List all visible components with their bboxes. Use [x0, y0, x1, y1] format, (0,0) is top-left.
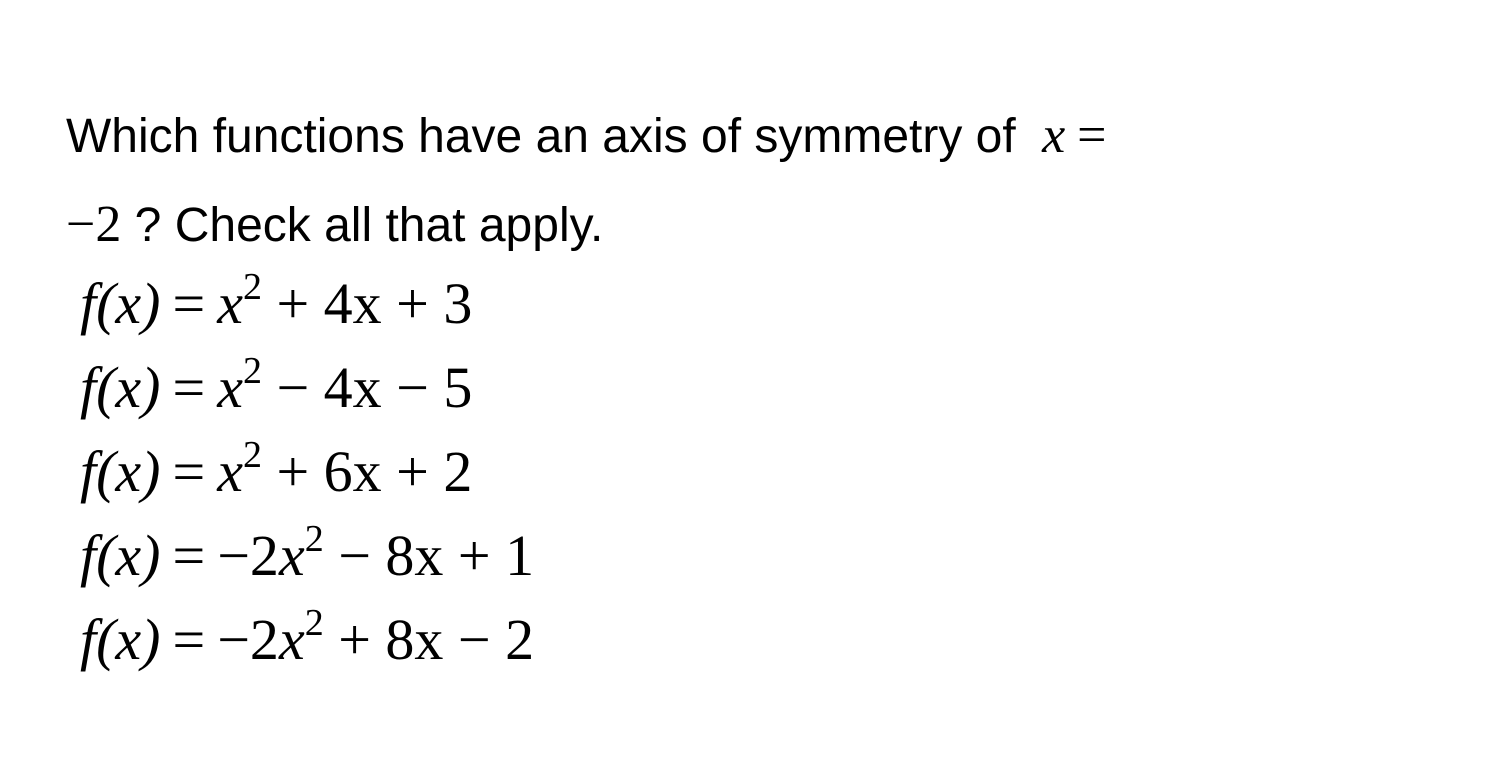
condition-operator: =	[1077, 107, 1107, 164]
question-text-after: ? Check all that apply.	[134, 199, 604, 252]
function-lhs: f(x)	[80, 271, 161, 336]
remaining-terms: + 8x − 2	[338, 607, 535, 672]
option-5[interactable]: $f(x) = -2x^2 + 8x - 2$	[80, 602, 535, 672]
remaining-terms: − 8x + 1	[338, 523, 535, 588]
leading-coefficient: −2	[217, 607, 279, 672]
condition-variable: x	[1042, 107, 1066, 164]
exponent: 2	[242, 266, 262, 308]
condition-value: −2	[66, 196, 122, 253]
option-1[interactable]: $f(x) = x^2 + 4x + 3$	[80, 266, 473, 336]
exponent: 2	[242, 350, 262, 392]
squared-variable: x	[278, 523, 305, 588]
function-lhs: f(x)	[80, 439, 161, 504]
answer-options	[80, 262, 534, 682]
leading-coefficient: −2	[217, 523, 279, 588]
function-lhs: f(x)	[80, 607, 161, 672]
option-4[interactable]: $f(x) = -2x^2 - 8x + 1$	[80, 518, 535, 588]
exponent: 2	[242, 434, 262, 476]
remaining-terms: + 4x + 3	[276, 271, 473, 336]
function-lhs: f(x)	[80, 523, 161, 588]
question-text-before: Which functions have an axis of symmetry of	[66, 110, 1016, 163]
question-prompt	[66, 92, 1446, 270]
squared-variable: x	[217, 355, 243, 420]
squared-variable: x	[217, 271, 243, 336]
function-lhs: f(x)	[80, 355, 161, 420]
option-2[interactable]: $f(x) = x^2 - 4x - 5$	[80, 350, 473, 420]
option-3[interactable]: $f(x) = x^2 + 6x + 2$	[80, 434, 473, 504]
remaining-terms: − 4x − 5	[276, 355, 473, 420]
remaining-terms: + 6x + 2	[276, 439, 473, 504]
exponent: 2	[304, 518, 324, 560]
exponent: 2	[304, 602, 324, 644]
squared-variable: x	[278, 607, 305, 672]
squared-variable: x	[217, 439, 243, 504]
